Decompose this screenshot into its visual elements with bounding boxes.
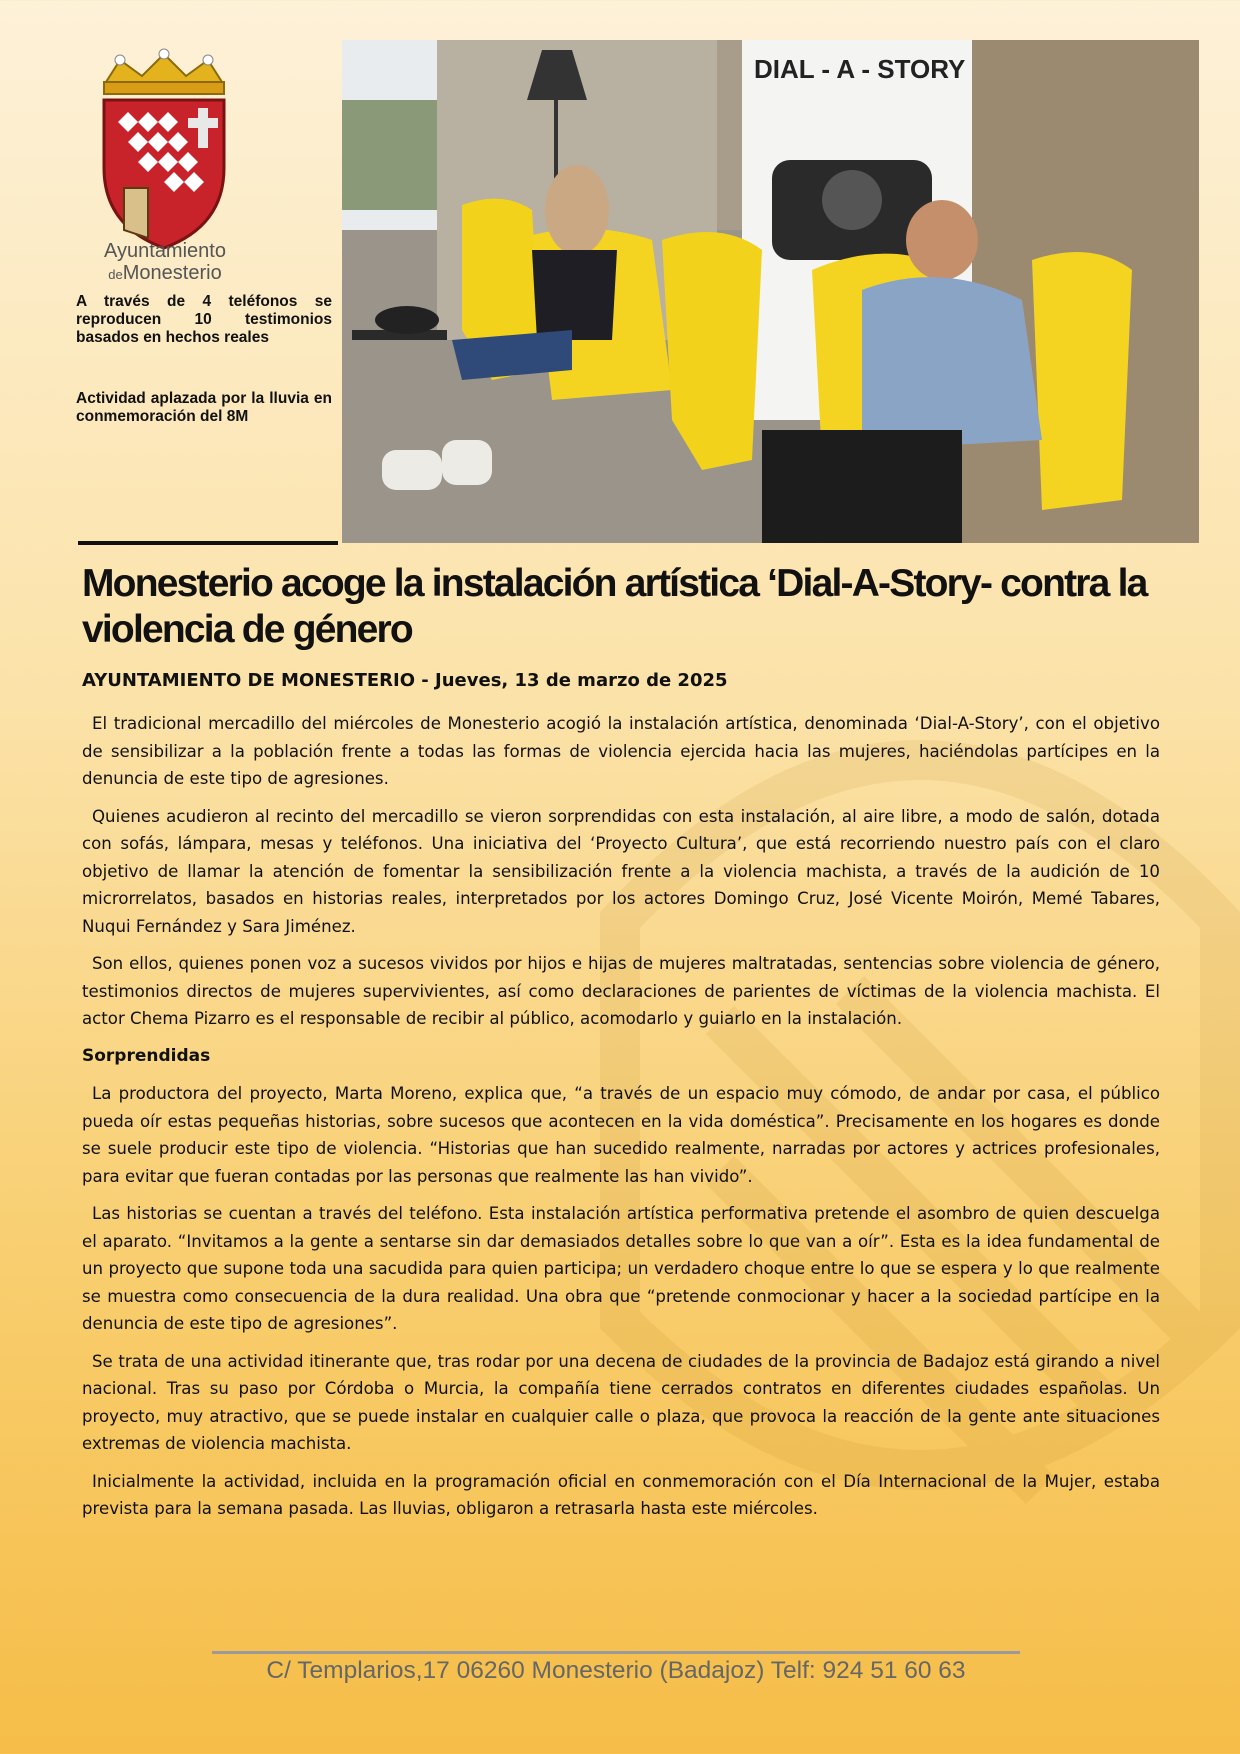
paragraph: Inicialmente la actividad, incluida en la programación oficial en conmemoración con el Día Internacional de la Mujer, estaba prevista para la semana pasada. Las lluvias, obligaron a retrasarla hasta este miércoles.	[82, 1471, 1160, 1518]
subheading: Sorprendidas	[82, 1045, 211, 1066]
paragraph: Quienes acudieron al recinto del mercadillo se vieron sorprendidas con esta instalación, al aire libre, a modo de salón, dotada con sofás, lámpara, mesas y teléfonos. Una iniciativa del ‘Proyecto Cultura’, que está recorriendo nuestro país con el claro objetivo de llamar la atención de fomentar la sensibilización frente a la violencia machista, a través de la audición de 10 microrrelatos, basados en historias reales, interpretados por los actores Domingo Cruz, José Vicente Moirón, Memé Tabares, Nuqui Fernández y Sara Jiménez.	[82, 806, 1160, 936]
paragraph: El tradicional mercadillo del miércoles de Monesterio acogió la instalación artística, denominada ‘Dial-A-Story’, con el objetivo de sensibilizar a la población frente a todas las formas de violencia ejercida hacia las mujeres, haciéndolas partícipes en la denuncia de este tipo de agresiones.	[82, 714, 1160, 788]
footer-rule	[212, 1651, 1020, 1654]
article-title: Monesterio acoge la instalación artística ‘Dial-A-Story- contra la violencia de género	[82, 562, 1147, 651]
logo-wordmark	[80, 240, 250, 286]
article-photo	[342, 40, 1199, 543]
article-byline: AYUNTAMIENTO DE MONESTERIO - Jueves, 13 de marzo de 2025	[82, 670, 728, 691]
sign-text: DIAL - A - STORY	[754, 54, 966, 84]
article-body	[82, 710, 1160, 1533]
paragraph: Las historias se cuentan a través del teléfono. Esta instalación artística performativa pretende el asombro de quien descuelga el aparato. “Invitamos a la gente a sentarse sin dar demasiados detalles sobre lo que van a oír”. Esta es la idea fundamental de un proyecto que supone toda una sacudida para quien participa; un verdadero choque entre lo que se espera y lo que realmente se muestra como consecuencia de la dura realidad. Una obra que “pretende conmocionar y hacer a la sociedad partícipe en la denuncia de este tipo de agresiones”.	[82, 1204, 1160, 1333]
paragraph: La productora del proyecto, Marta Moreno, explica que, “a través de un espacio muy cómodo, de andar por casa, el público pueda oír estas pequeñas historias, sobre sucesos que acontecen en la vida doméstica”. Precisamente en los hogares es donde se suele producir este tipo de violencia. “Historias que han sucedido realmente, narradas por actores y actrices profesionales, para evitar que fueran contadas por las personas que realmente las han vivido”.	[82, 1084, 1160, 1186]
paragraph: Se trata de una actividad itinerante que, tras rodar por una decena de ciudades de la provincia de Badajoz está girando a nivel nacional. Tras su paso por Córdoba o Murcia, la compañía tiene cerrados contratos en diferentes ciudades españolas. Un proyecto, muy atractivo, que se puede instalar en cualquier calle o plaza, que provoca la reacción de la gente ante situaciones extremas de violencia machista.	[82, 1351, 1160, 1453]
side-note-2: Actividad aplazada por la lluvia en conmemoración del 8M	[76, 390, 332, 425]
logo-prefix: de	[108, 267, 123, 282]
side-note-1: A través de 4 teléfonos se reproducen 10 testimonios basados en hechos reales	[76, 293, 332, 346]
divider-rule	[78, 541, 338, 545]
logo-line1: Ayuntamiento	[104, 240, 226, 262]
logo-line2: Monesterio	[122, 262, 222, 284]
footer-address: C/ Templarios,17 06260 Monesterio (Badajoz) Telf: 924 51 60 63	[266, 1657, 966, 1684]
paragraph: Son ellos, quienes ponen voz a sucesos vividos por hijos e hijas de mujeres maltratadas, sentencias sobre violencia de género, testimonios directos de mujeres supervivientes, así como declaraciones de parientes de víctimas de la violencia machista. El actor Chema Pizarro es el responsable de recibir al público, acomodarlo y guiarlo en la instalación.	[82, 954, 1160, 1028]
